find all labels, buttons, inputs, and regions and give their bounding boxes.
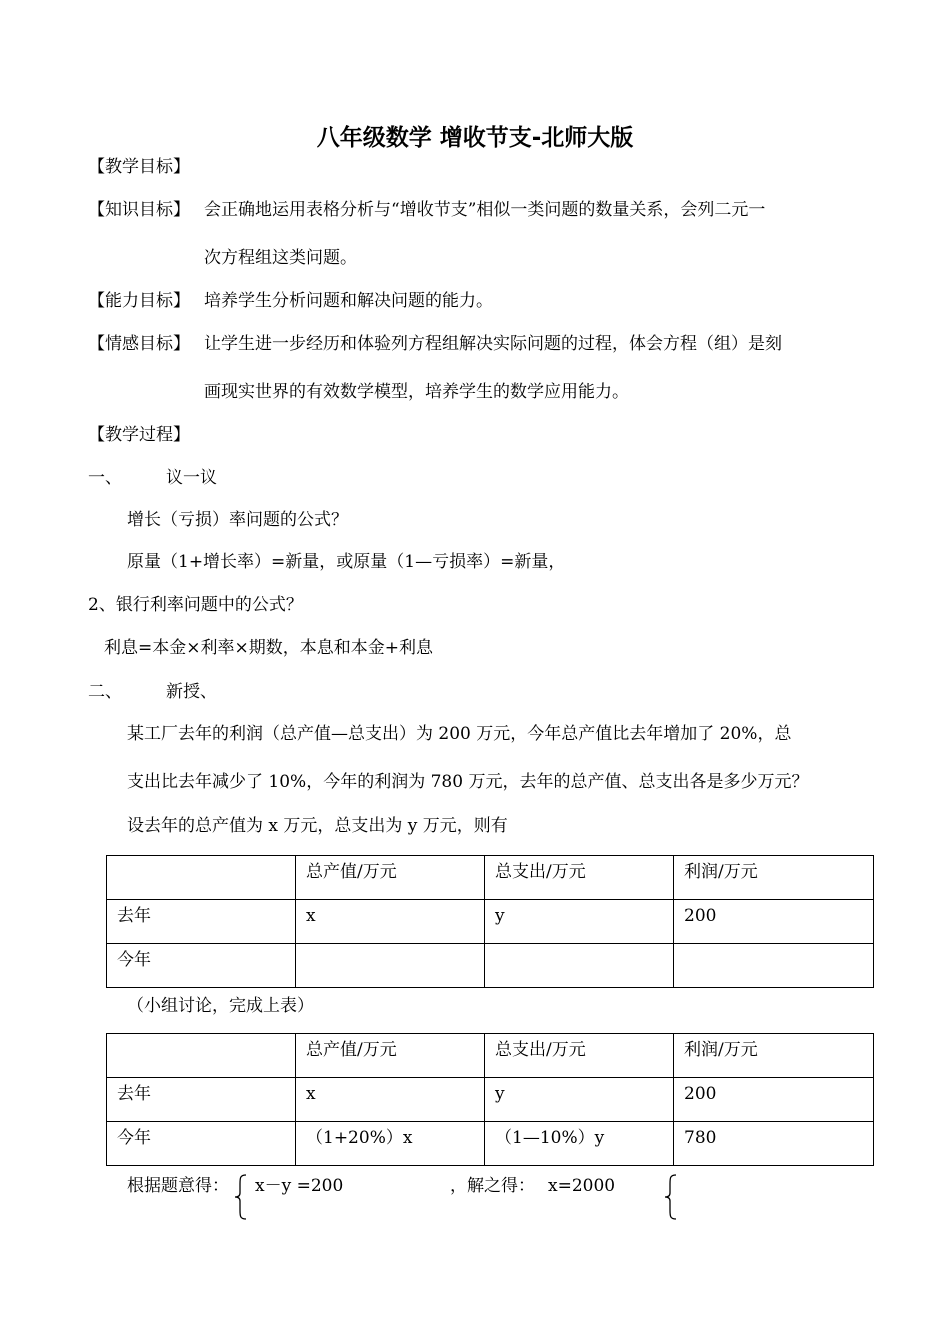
analysis-table-filled xyxy=(106,1033,874,1166)
knowledge-goal-label: 【知识目标】 xyxy=(88,200,190,220)
table-cell xyxy=(107,1034,296,1078)
table-cell: 总支出/万元 xyxy=(485,856,674,900)
right-brace-icon xyxy=(664,1174,678,1220)
table-row xyxy=(107,944,874,988)
analysis-table-empty xyxy=(106,855,874,988)
problem-line2: 支出比去年减少了 10%，今年的利润为 780 万元，去年的总产值、总支出各是多少万元？ xyxy=(127,772,809,792)
part2-number: 二、 xyxy=(88,682,122,702)
table-cell: 200 xyxy=(674,900,874,944)
table-cell: （1+20%）x xyxy=(296,1122,485,1166)
table-cell: 总产值/万元 xyxy=(296,1034,485,1078)
table-row xyxy=(107,1122,874,1166)
equation-line1: x－y =200 xyxy=(255,1176,344,1196)
table-cell: y xyxy=(485,1078,674,1122)
table-cell: 200 xyxy=(674,1078,874,1122)
part2-heading: 新授、 xyxy=(166,682,217,702)
interest-formula: 利息=本金×利率×期数，本息和本金+利息 xyxy=(104,638,433,658)
setup-text: 设去年的总产值为 x 万元，总支出为 y 万元，则有 xyxy=(127,816,508,836)
equation-prefix: 根据题意得： xyxy=(127,1176,229,1196)
table-row xyxy=(107,900,874,944)
table-cell xyxy=(674,944,874,988)
table-header-row xyxy=(107,856,874,900)
table-cell: 总产值/万元 xyxy=(296,856,485,900)
emotion-goal-line2: 画现实世界的有效数学模型，培养学生的数学应用能力。 xyxy=(204,382,629,402)
table-cell: 总支出/万元 xyxy=(485,1034,674,1078)
part1-number: 一、 xyxy=(88,468,122,488)
interest-question: 2、银行利率问题中的公式？ xyxy=(88,595,303,615)
section-goals-heading: 【教学目标】 xyxy=(88,157,190,177)
ability-goal-text: 培养学生分析问题和解决问题的能力。 xyxy=(204,291,493,311)
problem-line1: 某工厂去年的利润（总产值—总支出）为 200 万元，今年总产值比去年增加了 20%，总 xyxy=(127,724,792,744)
table-cell: 今年 xyxy=(107,944,296,988)
table-cell: 今年 xyxy=(107,1122,296,1166)
table-header-row xyxy=(107,1034,874,1078)
group-discussion-note: （小组讨论，完成上表） xyxy=(127,996,314,1016)
left-brace-icon xyxy=(234,1174,248,1220)
table-row xyxy=(107,1078,874,1122)
table-cell: x xyxy=(296,900,485,944)
solve-prefix: ，解之得： xyxy=(450,1176,535,1196)
part1-heading: 议一议 xyxy=(166,468,217,488)
ability-goal-label: 【能力目标】 xyxy=(88,291,190,311)
growth-rate-question: 增长（亏损）率问题的公式？ xyxy=(127,510,348,530)
table-cell xyxy=(107,856,296,900)
table-cell: 利润/万元 xyxy=(674,856,874,900)
page-title: 八年级数学 增收节支-北师大版 xyxy=(316,125,634,151)
table-cell: 利润/万元 xyxy=(674,1034,874,1078)
knowledge-goal-line2: 次方程组这类问题。 xyxy=(204,248,357,268)
solution-line1: x=2000 xyxy=(548,1176,616,1196)
table-cell: （1—10%）y xyxy=(485,1122,674,1166)
table-cell: 去年 xyxy=(107,900,296,944)
growth-rate-formula: 原量（1+增长率）=新量，或原量（1—亏损率）=新量， xyxy=(127,552,566,572)
section-process-heading: 【教学过程】 xyxy=(88,425,190,445)
table-cell xyxy=(485,944,674,988)
knowledge-goal-line1: 会正确地运用表格分析与“增收节支”相似一类问题的数量关系，会列二元一 xyxy=(204,200,766,220)
emotion-goal-line1: 让学生进一步经历和体验列方程组解决实际问题的过程，体会方程（组）是刻 xyxy=(204,334,782,354)
table-cell: y xyxy=(485,900,674,944)
table-cell: x xyxy=(296,1078,485,1122)
table-cell: 去年 xyxy=(107,1078,296,1122)
table-cell xyxy=(296,944,485,988)
emotion-goal-label: 【情感目标】 xyxy=(88,334,190,354)
table-cell: 780 xyxy=(674,1122,874,1166)
